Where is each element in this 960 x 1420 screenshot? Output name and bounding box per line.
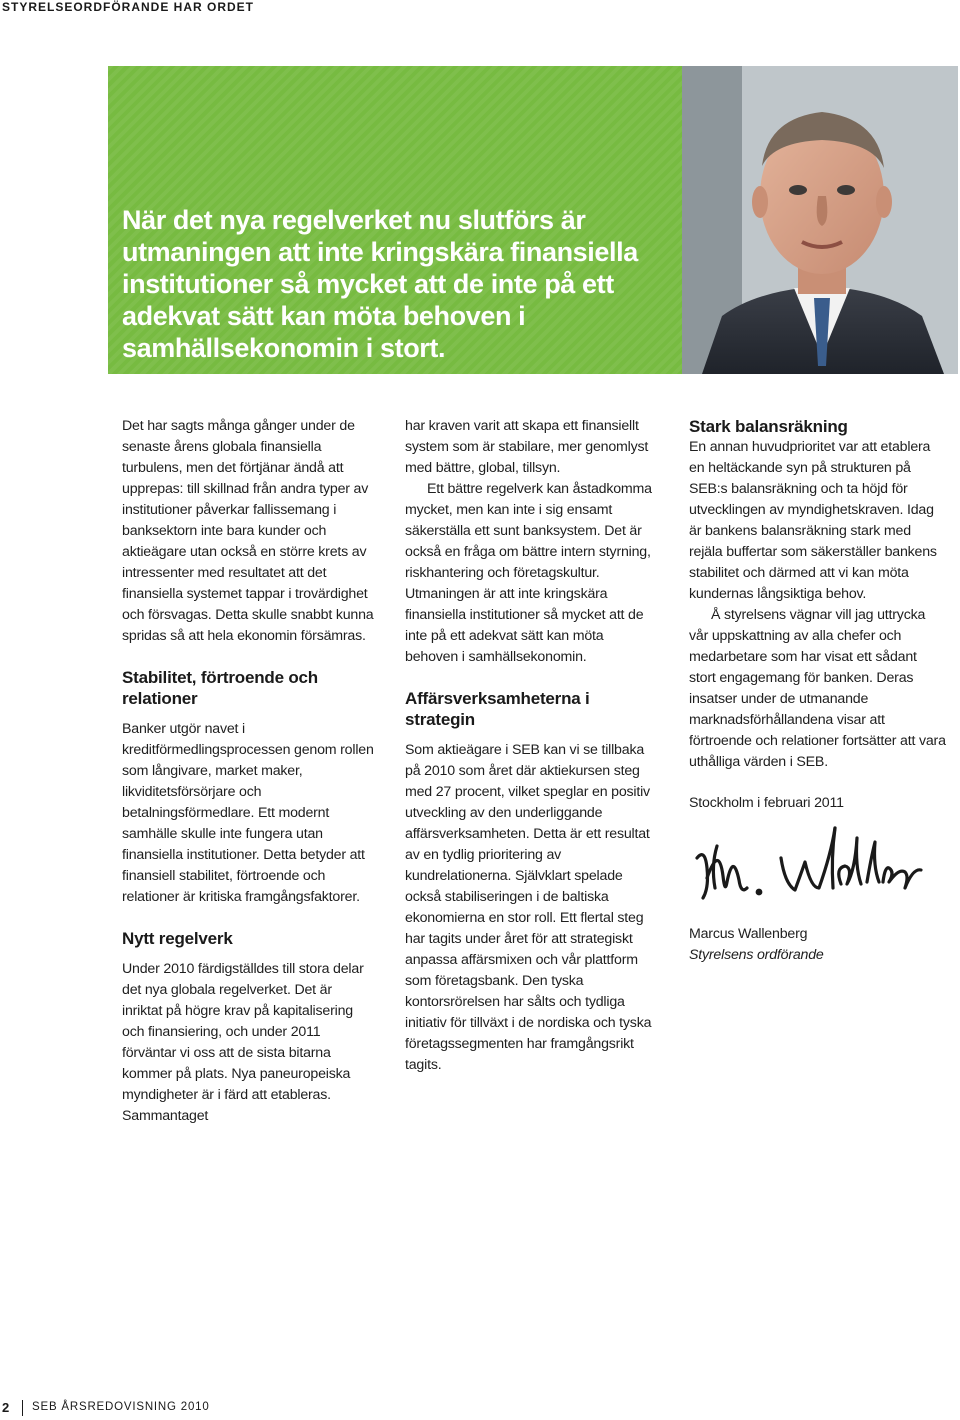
signer-name: Marcus Wallenberg <box>689 926 808 942</box>
pull-quote-panel <box>108 66 682 374</box>
publication-title: SEB ÅRSREDOVISNING 2010 <box>32 1401 210 1413</box>
signature-image <box>685 818 935 918</box>
paragraph-nytt-regelverk: Under 2010 färdigställdes till stora delar det nya globala regelverket. Det är inriktat på högre krav på kapitalisering och finansiering, och under 2011 förväntar vi oss att de sista bitarna kommer på plats. Nya paneuropeiska myndigheter är i färd att etableras. Sammantaget <box>122 961 364 1124</box>
column-2 <box>405 416 660 1076</box>
column-1 <box>122 416 374 1127</box>
pull-quote: När det nya regelverket nu slutförs är utmaningen att inte kringskära finansiella institutioner så mycket att de inte på ett adekvat sätt kan möta behoven i samhällsekonomin i stort. <box>122 205 638 363</box>
chairman-portrait <box>682 66 958 374</box>
heading-stabilitet: Stabilitet, förtroende och relationer <box>122 668 318 708</box>
section-label: STYRELSEORDFÖRANDE HAR ORDET <box>2 0 255 14</box>
place-date: Stockholm i februari 2011 <box>689 795 844 811</box>
footer-divider <box>22 1400 23 1416</box>
heading-stark-balansrakning: Stark balansräkning <box>689 417 848 436</box>
paragraph-continued: har kraven varit att skapa ett finansiellt system som är stabilare, mer genomlyst med bättre, global, tillsyn. <box>405 418 649 476</box>
column-3 <box>689 416 947 966</box>
paragraph-stabilitet: Banker utgör navet i kreditförmedlingsprocessen genom rollen som långivare, market maker, likviditetsförsörjare och betalningsförmedlare. Ett modernt samhälle skulle inte fungera utan finansiella institutioner. Detta betyder att finansiell stabilitet, förtroende och relationer är kritiska framgångsfaktorer. <box>122 721 374 905</box>
paragraph-affarsverksamheterna: Som aktieägare i SEB kan vi se tillbaka på 2010 som året där aktiekursen steg med 27 procent, vilket speglar en positiv utveckling av den underliggande affärsverksamheten. Detta är ett resultat av en tydlig prioritering av kundrelationerna. Självklart spelade också stabiliseringen i de baltiska ekonomierna en stor roll. Ett flertal steg har tagits under året för att strategiskt anpassa affärsmixen och vår plattform som företagsbank. Den tyska kontorsrörelsen har sålts och tydliga initiativ för tillväxt i de nordiska och tyska företagssegmenten har framgångsrikt tagits. <box>405 742 652 1073</box>
signer-title: Styrelsens ordförande <box>689 947 824 963</box>
heading-affarsverksamheterna: Affärsverksamheterna i strategin <box>405 689 590 729</box>
paragraph-tack: Å styrelsens vägnar vill jag uttrycka vår uppskattning av alla chefer och medarbetare som har visat ett sådant stort engagemang för banken. Deras insatser under de utmanande marknadsförhållandena visar att förtroende och relationer fortsätter att vara uthålliga värden i SEB. <box>689 607 946 770</box>
paragraph-regelverk: Ett bättre regelverk kan åstadkomma mycket, men kan inte i sig ensamt säkerställa ett sunt banksystem. Det är också en fråga om bättre intern styrning, riskhantering och företagskultur. Utmaningen är att inte kringskära finansiella institutioner så mycket att de inte på ett adekvat sätt kan möta behoven i samhällsekonomin. <box>405 481 652 665</box>
heading-nytt-regelverk: Nytt regelverk <box>122 929 233 948</box>
page-number: 2 <box>2 1400 10 1415</box>
page-footer <box>0 1398 960 1420</box>
paragraph-balansrakning: En annan huvudprioritet var att etablera en heltäckande syn på strukturen på SEB:s balansräkning och ta höjd för utvecklingen av myndighetskraven. Idag är bankens balansräkning stark med rejäla buffertar som säkerställer bankens stabilitet och därmed att vi kan möta kundernas långsiktiga behov. <box>689 439 937 602</box>
intro-paragraph: Det har sagts många gånger under de senaste årens globala finansiella turbulens, men det förtjänar ändå att upprepas: till skillnad från andra typer av institutioner påverkar fallissemang i banksektorn inte bara kunder och aktieägare utan också en större krets av intressenter med resultatet att det finansiella systemet tappar i trovärdighet och försvagas. Detta skulle snabbt kunna spridas så att hela ekonomin försämras. <box>122 418 374 644</box>
